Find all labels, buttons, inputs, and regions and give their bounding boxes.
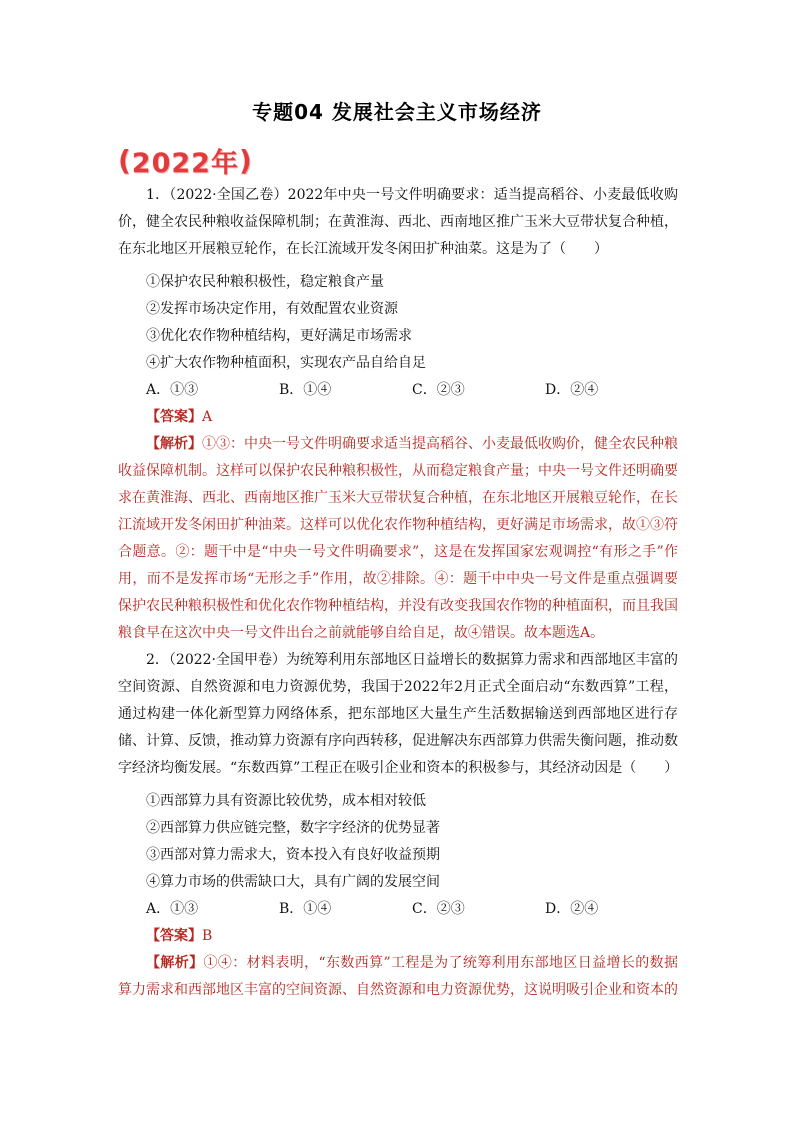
choice-a: A．①③ <box>146 382 199 398</box>
answer-value: A <box>202 409 213 425</box>
option-item: ①西部算力具有资源比较优势，成本相对较低 <box>146 793 426 809</box>
page-title: 专题04 发展社会主义市场经济 <box>252 100 542 124</box>
analysis-label: 【解析】 <box>146 955 204 971</box>
question-1 <box>118 182 678 647</box>
question-stem: 1．（2022·全国乙卷）2022年中央一号文件明确要求：适当提高稻谷、小麦最低收购价，健全农民种粮收益保障机制；在黄淮海、西北、西南地区推广玉米大豆带状复合种植，在东北地区开展粮豆轮作，在长江流域开发冬闲田扩种油菜。这是为了（ ） <box>118 187 678 257</box>
option-item: ②发挥市场决定作用，有效配置农业资源 <box>146 301 398 317</box>
choice-c: C．②③ <box>412 382 465 398</box>
choice-d: D．②④ <box>545 382 599 398</box>
option-item: ④扩大农作物种植面积，实现农产品自给自足 <box>146 355 426 371</box>
answer-label: 【答案】 <box>146 409 202 425</box>
choice-c: C．②③ <box>412 901 465 917</box>
analysis <box>118 431 678 647</box>
answer-line <box>146 923 678 950</box>
year-banner-text: 2022年 <box>131 147 239 179</box>
answer-label: 【答案】 <box>146 928 202 944</box>
year-banner <box>118 143 253 179</box>
question-stem: 2．（2022·全国甲卷）为统筹利用东部地区日益增长的数据算力需求和西部地区丰富的空间资源、自然资源和电力资源优势，我国于2022年2月正式全面启动“东数西算”工程，通过构建一体化新型算力网络体系，把东部地区大量生产生活数据输送到西部地区进行存储、计算、反馈，推动算力资源有序向西转移，促进解决东西部算力供需失衡问题，推动数字经济均衡发展。“东数西算”工程正在吸引企业和资本的积极参与，其经济动因是（ ） <box>118 652 679 776</box>
content <box>118 182 678 1004</box>
answer-value: B <box>202 928 213 944</box>
choice-b: B．①④ <box>279 382 332 398</box>
analysis-text: ①④：材料表明，“东数西算”工程是为了统筹利用东部地区日益增长的数据算力需求和西部地区丰富的空间资源、自然资源和电力资源优势，这说明吸引企业和资本的 <box>118 955 679 998</box>
option-item: ③优化农作物种植结构，更好满足市场需求 <box>146 328 412 344</box>
choice-row <box>146 377 678 404</box>
analysis-label: 【解析】 <box>146 436 202 452</box>
question-2 <box>118 647 678 1004</box>
banner-right-bracket: ) <box>238 143 253 177</box>
analysis-text: ①③：中央一号文件明确要求适当提高稻谷、小麦最低收购价，健全农民种粮收益保障机制。这样可以保护农民种粮积极性，从而稳定粮食产量；中央一号文件还明确要求在黄淮海、西北、西南地区推广玉米大豆带状复合种植，在东北地区开展粮豆轮作，在长江流域开发冬闲田扩种油菜。这样可以优化农作物种植结构，更好满足市场需求，故①③符合题意。②：题干中是“中央一号文件明确要求”，这是在发挥国家宏观调控“有形之手”作用，而不是发挥市场“无形之手”作用，故②排除。④：题干中中央一号文件是重点强调要保护农民种粮积极性和优化农作物种植结构，并没有改变我国农作物的种植面积，而且我国粮食早在这次中央一号文件出台之前就能够自给自足，故④错误。故本题选A。 <box>118 436 678 641</box>
option-item: ③西部对算力需求大，资本投入有良好收益预期 <box>146 847 440 863</box>
choice-row <box>146 896 678 923</box>
banner-left-bracket: ( <box>118 143 132 177</box>
option-item: ④算力市场的供需缺口大，具有广阔的发展空间 <box>146 874 440 890</box>
choice-b: B．①④ <box>279 901 332 917</box>
answer-line <box>146 404 678 431</box>
option-item: ①保护农民种粮积极性，稳定粮食产量 <box>146 274 384 290</box>
choice-d: D．②④ <box>545 901 599 917</box>
option-item: ②西部算力供应链完整，数字字经济的优势显著 <box>146 820 440 836</box>
choice-a: A．①③ <box>146 901 199 917</box>
analysis <box>118 950 678 1004</box>
